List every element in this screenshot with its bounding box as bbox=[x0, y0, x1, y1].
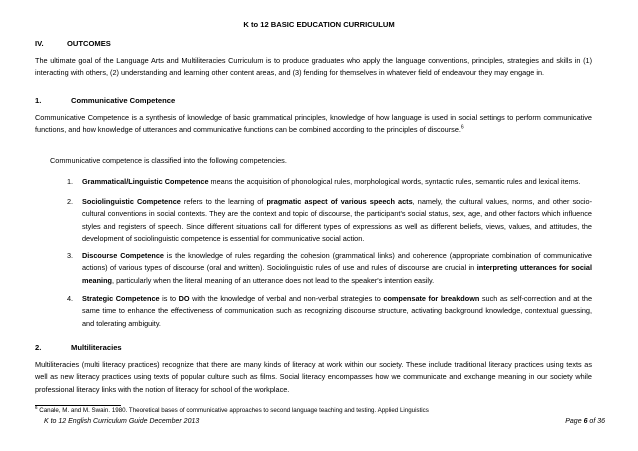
competency-emphasis: compensate for breakdown bbox=[383, 294, 480, 303]
competency-description: , particularly when the literal meaning of an utterance does not lead to the speaker's intention easily. bbox=[112, 275, 435, 285]
competency-term: Strategic Competence bbox=[82, 294, 160, 303]
multiliteracies-paragraph: Multiliteracies (multi literacy practices) recognize that there are many kinds of literacy at work within our society. These include traditional literacy practices using texts as well as new literacy practices using texts of popular culture such as films. Social literacy encompasses how we communicate and exchange meaning in our society while professional literacy links with the notion of literacy for school of the workplace. bbox=[35, 360, 592, 394]
competency-description: is the knowledge of rules regarding the cohesion (grammatical links) and coherence (appropriate combination of communicative actions) of various types of discourse (oral and written). Sociolinguistic rules of use and rules of discourse are crucial in bbox=[82, 251, 592, 273]
page-label: Page bbox=[565, 418, 582, 425]
competency-number: 4. bbox=[67, 294, 74, 303]
competency-description: such as self-correction and at the same time to enhance the effectiveness of communication such as recognizing discourse structure, activating background knowledge, contextual guessing, and tolerating ambiguity. bbox=[82, 294, 592, 328]
page-total: of 36 bbox=[589, 418, 605, 425]
competency-description: , namely, the cultural values, norms, and other socio-cultural conventions in social contexts. They are the context and topic of discourse, the participant's social status, sex, age, and other factors which influence styles and registers of speech. Since different situations call for different types of expressions as well as different beliefs, views, values, and attitudes, the development of sociolinguistic competence is essential for communicative social action. bbox=[82, 197, 592, 244]
competency-emphasis: DO bbox=[178, 294, 190, 303]
competency-term: Sociolinguistic Competence bbox=[82, 197, 181, 206]
competency-description: is to bbox=[159, 294, 179, 303]
document-header: K to 12 BASIC EDUCATION CURRICULUM bbox=[243, 20, 395, 29]
competency-description: means the acquisition of phonological rules, morphological words, syntactic rules, semantic rules and lexical items. bbox=[208, 177, 581, 186]
subsection-number-1: 1. bbox=[35, 96, 42, 105]
section-number: IV. bbox=[35, 39, 44, 48]
section-heading bbox=[35, 39, 111, 48]
competency-number: 2. bbox=[67, 197, 74, 206]
competency-number: 3. bbox=[67, 251, 74, 260]
classified-paragraph: Communicative competence is classified into the following competencies. bbox=[50, 156, 287, 165]
subsection-heading-2 bbox=[35, 343, 122, 352]
competency-item-1 bbox=[67, 176, 592, 188]
subsection-title-2: Multiliteracies bbox=[71, 343, 122, 352]
footnote-reference: 6 bbox=[460, 124, 464, 131]
footnote-divider bbox=[35, 405, 121, 406]
competency-term: Discourse Competence bbox=[82, 251, 164, 260]
footnote-marker: 6 bbox=[35, 404, 38, 410]
subsection-heading-1 bbox=[35, 96, 175, 105]
communicative-competence-text: Communicative Competence is a synthesis of knowledge of basic grammatical principles, knowledge of how language is used in social settings to perform communicative functions, and how knowledge of utterances and communicative functions can be combined according to the principles of discourse. bbox=[35, 113, 592, 135]
competency-emphasis: pragmatic aspect of various speech acts bbox=[266, 197, 413, 206]
intro-paragraph: The ultimate goal of the Language Arts and Multiliteracies Curriculum is to produce graduates who apply the language conventions, principles, strategies and skills in (1) interacting with others, (2) understanding and learning other content areas, and (3) fending for themselves in whatever field of endeavour they may engage in. bbox=[35, 56, 592, 78]
competency-term: Grammatical/Linguistic Competence bbox=[82, 177, 209, 186]
footnote bbox=[35, 404, 429, 414]
subsection-title-1: Communicative Competence bbox=[71, 96, 176, 105]
competency-number: 1. bbox=[67, 177, 74, 186]
competency-item-3 bbox=[67, 250, 592, 287]
competency-description: with the knowledge of verbal and non-verbal strategies to bbox=[189, 294, 384, 303]
section-title: OUTCOMES bbox=[67, 39, 111, 48]
competency-item-2 bbox=[67, 196, 592, 246]
competency-emphasis: interpreting utterances for social meaning bbox=[82, 263, 592, 285]
footer-document-title: K to 12 English Curriculum Guide December 2013 bbox=[44, 418, 200, 425]
subsection-number-2: 2. bbox=[35, 343, 42, 352]
communicative-competence-paragraph bbox=[35, 112, 592, 137]
competency-item-4 bbox=[67, 293, 592, 330]
competency-description: refers to the learning of bbox=[180, 197, 267, 206]
footer-page-number bbox=[565, 418, 605, 425]
page-current: 6 bbox=[583, 418, 588, 425]
footnote-text: Canale, M. and M. Swain. 1980. Theoretical bases of communicative approaches to second language teaching and testing. Applied Linguistics bbox=[39, 407, 429, 414]
